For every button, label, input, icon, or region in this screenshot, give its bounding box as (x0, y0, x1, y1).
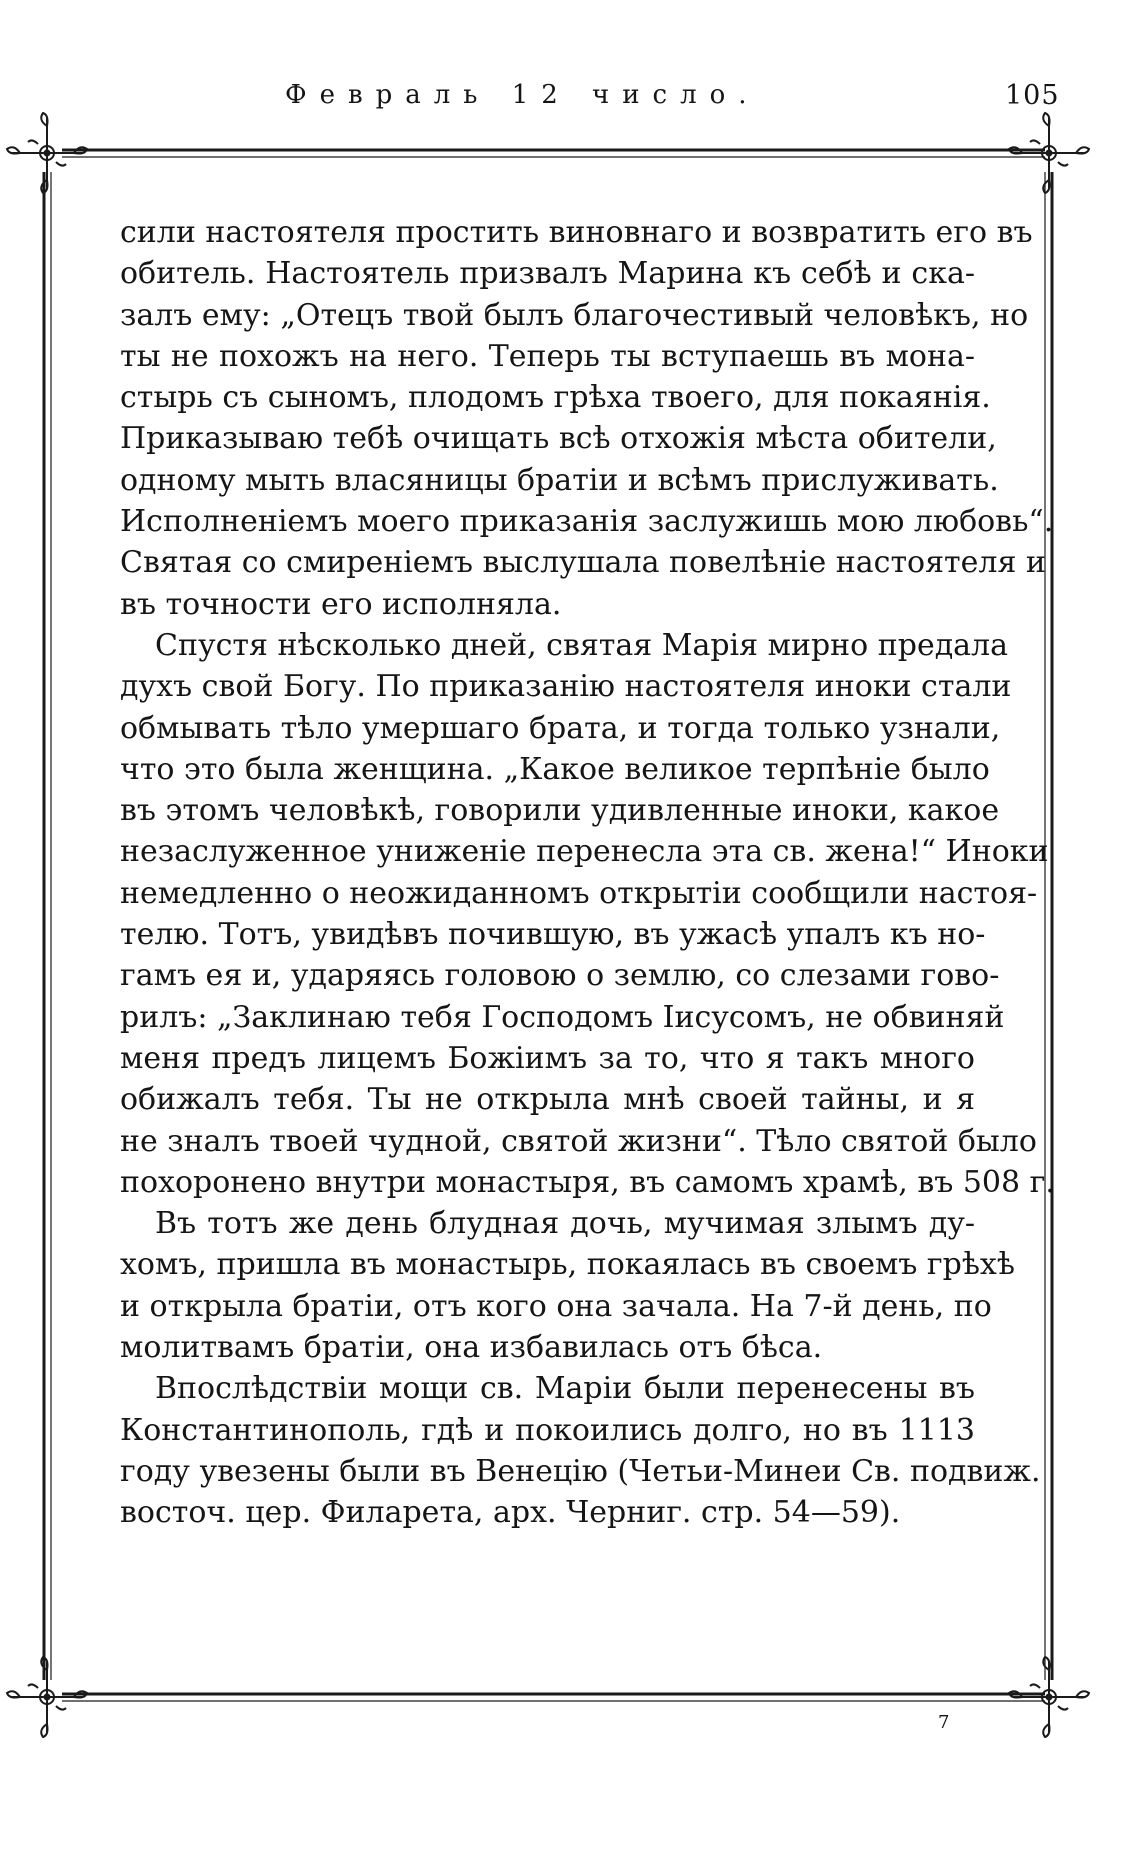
text-line: ты не похожъ на него. Теперь ты вступаешь въ мона- (120, 338, 975, 374)
text-line: Приказываю тебѣ очищать всѣ отхожія мѣста обители, (120, 421, 997, 457)
text-line: телю. Тотъ, увидѣвъ почившую, въ ужасѣ упалъ къ но- (120, 917, 986, 953)
text-line: и открыла братіи, отъ кого она зачала. На 7-й день, по (120, 1288, 992, 1324)
corner-ornament-bottom-left (7, 1657, 87, 1737)
text-line: одному мыть власяницы братіи и всѣмъ прислуживать. (120, 462, 999, 498)
text-line: залъ ему: „Отецъ твой былъ благочестивый человѣкъ, но (120, 297, 1029, 333)
corner-ornament-bottom-right (1009, 1657, 1089, 1737)
text-line: не зналъ твоей чудной, святой жизни“. Тѣло святой было (120, 1123, 1037, 1159)
running-head-title: Февраль 12 число. (285, 80, 760, 110)
text-line: хомъ, пришла въ монастырь, покаялась въ своемъ грѣхѣ (120, 1247, 1015, 1283)
text-line: обижалъ тебя. Ты не открыла мнѣ своей тайны, и я (120, 1082, 975, 1118)
text-line: что это была женщина. „Какое великое терпѣніе было (120, 751, 990, 787)
signature-mark: 7 (938, 1712, 950, 1733)
text-line: духъ свой Богу. По приказанію настоятеля иноки стали (120, 669, 1012, 705)
text-line: гамъ ея и, ударяясь головою о землю, со слезами гово- (120, 958, 1000, 994)
text-line: обмывать тѣло умершаго брата, и тогда только узнали, (120, 710, 1001, 746)
text-line: немедленно о неожиданномъ открытіи сообщили настоя- (120, 875, 1038, 911)
text-line: въ этомъ человѣкѣ, говорили удивленные иноки, какое (120, 793, 1000, 829)
text-line: Исполненіемъ моего приказанія заслужишь мою любовь“. (120, 504, 1054, 540)
corner-ornament-top-left (7, 113, 87, 193)
text-line: Константинополь, гдѣ и покоились долго, но въ 1113 (120, 1412, 975, 1448)
text-line: Впослѣдствіи мощи св. Маріи были перенесены въ (155, 1371, 975, 1407)
text-line: въ точности его исполняла. (120, 586, 562, 622)
text-line: году увезены были въ Венецію (Четьи-Минеи Св. подвиж. (120, 1453, 1041, 1489)
text-line: незаслуженное униженіе перенесла эта св. жена!“ Иноки (120, 834, 1049, 870)
text-line: молитвамъ братіи, она избавилась отъ бѣса. (120, 1330, 823, 1366)
page-number: 105 (1005, 80, 1060, 111)
text-line: сили настоятеля простить виновнаго и возвратить его въ (120, 215, 1033, 250)
body-text (120, 212, 1055, 1534)
text-line: обитель. Настоятель призвалъ Марина къ себѣ и ска- (120, 256, 975, 292)
text-line: Святая со смиреніемъ выслушала повелѣніе настоятеля и (120, 545, 1046, 581)
text-line: Спустя нѣсколько дней, святая Марія мирно предала (155, 627, 1008, 663)
corner-ornament-top-right (1009, 113, 1089, 193)
text-line: стырь съ сыномъ, плодомъ грѣха твоего, для покаянія. (120, 380, 991, 416)
text-line: похоронено внутри монастыря, въ самомъ храмѣ, въ 508 г. (120, 1164, 1055, 1200)
text-line: рилъ: „Заклинаю тебя Господомъ Іисусомъ, не обвиняй (120, 999, 1005, 1035)
text-line: меня предъ лицемъ Божіимъ за то, что я такъ много (120, 1040, 975, 1076)
text-line: Въ тотъ же день блудная дочь, мучимая злымъ ду- (155, 1206, 975, 1242)
text-line: восточ. цер. Филарета, арх. Черниг. стр. 54—59). (120, 1495, 901, 1531)
